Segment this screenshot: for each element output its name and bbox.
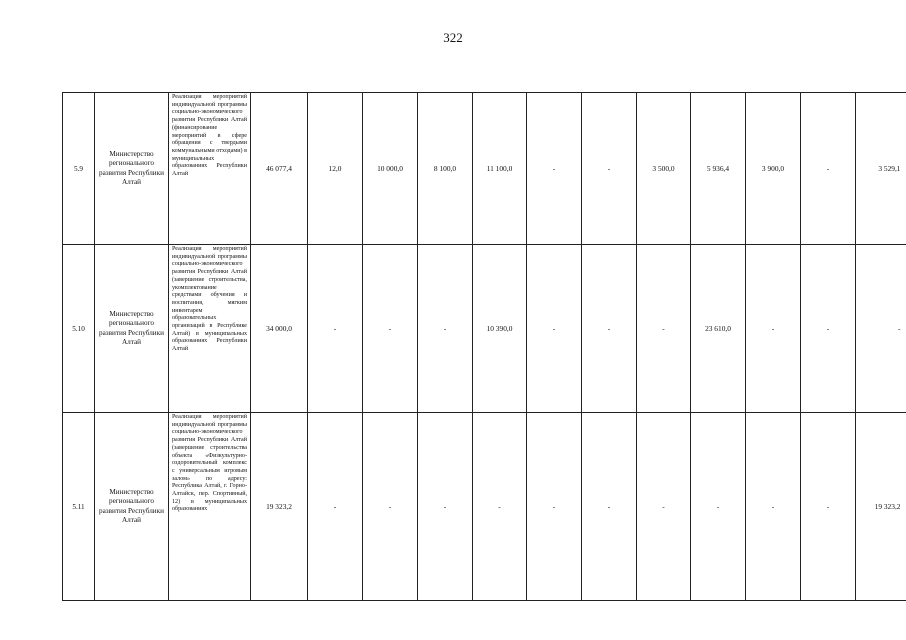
value-cell: - (527, 93, 582, 245)
value-cell: - (582, 93, 637, 245)
budget-table (62, 92, 906, 601)
value-cell: - (746, 245, 801, 413)
value-cell: - (527, 245, 582, 413)
value-cell: 11 100,0 (473, 93, 527, 245)
value-cell: - (856, 245, 906, 413)
value-cell: 12,0 (308, 93, 363, 245)
value-cell: 5 936,4 (691, 93, 746, 245)
value-cell: - (527, 413, 582, 601)
value-cell: - (582, 413, 637, 601)
row-number: 5.9 (63, 93, 95, 245)
row-number: 5.11 (63, 413, 95, 601)
value-cell: 3 500,0 (637, 93, 691, 245)
page-number: 322 (443, 30, 463, 45)
value-cell: - (418, 245, 473, 413)
table-row (63, 245, 906, 413)
value-cell: - (637, 245, 691, 413)
description-cell: Реализация мероприятий индивидуальной программы социально-экономического развития Республики Алтай (завершение строительства объекта «Физкультурно-оздоровительный комплекс с универсальным игровым залом» по адресу: Республика Алтай, г. Горно-Алтайск, пер. Спортивный, 12) в муниципальных образованиях (169, 413, 251, 601)
value-cell: - (746, 413, 801, 601)
value-cell: 23 610,0 (691, 245, 746, 413)
value-cell: 8 100,0 (418, 93, 473, 245)
row-number: 5.10 (63, 245, 95, 413)
value-cell: 19 323,2 (251, 413, 308, 601)
value-cell: - (801, 93, 856, 245)
organization-cell: Министерство регионального развития Республики Алтай (95, 93, 169, 245)
organization-cell: Министерство регионального развития Республики Алтай (95, 413, 169, 601)
value-cell: - (418, 413, 473, 601)
value-cell: - (801, 245, 856, 413)
value-cell: - (363, 413, 418, 601)
description-cell: Реализация мероприятий индивидуальной программы социально-экономического развития Республики Алтай (финансирование мероприятий в сфере обращения с твердыми коммунальными отходами) в муниципальных образованиях Республики Алтай (169, 93, 251, 245)
organization-cell: Министерство регионального развития Республики Алтай (95, 245, 169, 413)
value-cell: - (308, 245, 363, 413)
description-cell: Реализация мероприятий индивидуальной программы социально-экономического развития Республики Алтай (завершение строительства, укомплектование средствами обучения и воспитания, мягким инвентарем образовательных организаций в Республике Алтай) в муниципальных образованиях Республики Алтай (169, 245, 251, 413)
value-cell: 10 390,0 (473, 245, 527, 413)
value-cell: - (582, 245, 637, 413)
value-cell: - (363, 245, 418, 413)
table-row (63, 413, 906, 601)
value-cell: - (691, 413, 746, 601)
value-cell: 19 323,2 (856, 413, 906, 601)
value-cell: 10 000,0 (363, 93, 418, 245)
value-cell: 34 000,0 (251, 245, 308, 413)
value-cell: 46 077,4 (251, 93, 308, 245)
value-cell: - (801, 413, 856, 601)
value-cell: - (637, 413, 691, 601)
value-cell: - (473, 413, 527, 601)
value-cell: 3 900,0 (746, 93, 801, 245)
value-cell: - (308, 413, 363, 601)
table-row (63, 93, 906, 245)
value-cell: 3 529,1 (856, 93, 906, 245)
